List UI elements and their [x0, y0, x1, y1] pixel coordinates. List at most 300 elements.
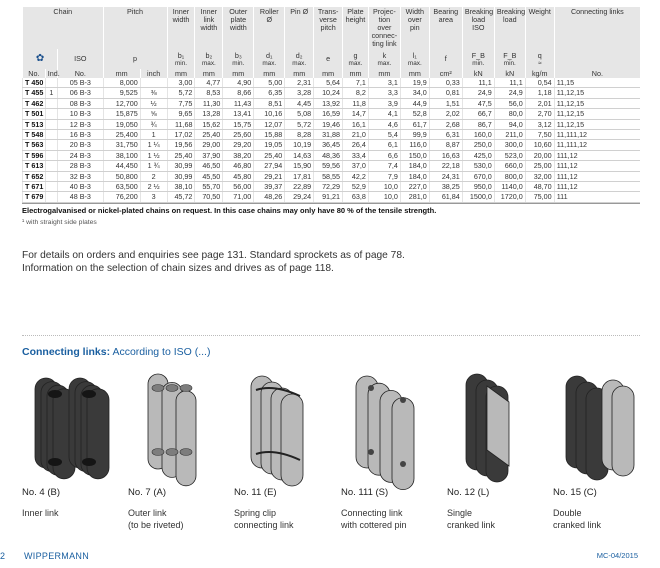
table-cell: 31,750	[103, 140, 140, 150]
table-cell	[45, 182, 57, 192]
table-cell: 4,1	[368, 109, 400, 119]
connecting-link-description	[341, 507, 407, 531]
table-cell: 2	[140, 171, 167, 181]
unit-cell: inch	[140, 69, 167, 78]
table-cell: 6,1	[368, 140, 400, 150]
table-cell: 660,0	[494, 161, 525, 171]
description-line-1: Double	[553, 508, 582, 518]
col-pitch: Pitch	[103, 7, 167, 49]
gear-icon: ✿	[35, 53, 45, 64]
table-cell: 38,100	[103, 150, 140, 160]
sym-b3: b₃ min.	[223, 49, 254, 69]
table-cell: 17,81	[285, 171, 314, 181]
table-cell: 24,9	[494, 88, 525, 98]
table-cell: 29,00	[195, 140, 223, 150]
table-cell: 06 B-3	[58, 88, 103, 98]
sym-fb1: F_B min.	[462, 49, 494, 69]
table-cell: 13,92	[314, 98, 343, 108]
connecting-link-double-image	[553, 366, 653, 481]
table-cell: 11,12,15	[554, 98, 640, 108]
table-cell: 37,0	[343, 161, 369, 171]
table-row	[23, 78, 641, 88]
table-cell: 160,0	[462, 130, 494, 140]
table-cell: 25,40	[195, 130, 223, 140]
table-cell: 63,8	[343, 192, 369, 202]
chain-link-illustration	[341, 366, 441, 481]
table-cell: 30,99	[167, 171, 195, 181]
table-cell: ⅜	[140, 88, 167, 98]
table-cell: 21,0	[343, 130, 369, 140]
table-cell: 25,00	[525, 161, 554, 171]
table-cell: 250,0	[462, 140, 494, 150]
unit-cell: mm	[343, 69, 369, 78]
table-cell: 0,81	[429, 88, 462, 98]
table-cell: 48,36	[314, 150, 343, 160]
table-cell: 16 B-3	[58, 130, 103, 140]
table-cell: 11,111,12	[554, 130, 640, 140]
info-line-1: For details on orders and enquiries see page 131. Standard sprockets as of page 78.	[22, 250, 405, 261]
col-outer-plate-width: Outer plate width	[223, 7, 254, 49]
connecting-link-single-image	[447, 366, 547, 481]
table-cell: 5,00	[254, 78, 285, 88]
document-code: MC-04/2015	[596, 551, 638, 560]
table-row	[23, 192, 641, 202]
chain-link-illustration	[128, 366, 228, 481]
table-cell: 38,25	[429, 182, 462, 192]
table-cell: 17,02	[167, 130, 195, 140]
table-cell: 63,500	[103, 182, 140, 192]
table-cell: 29,21	[254, 171, 285, 181]
chain-link-illustration	[234, 366, 334, 481]
sym-iso: ISO	[58, 49, 103, 69]
table-cell: 4,77	[195, 78, 223, 88]
table-cell: 11,12,15	[554, 119, 640, 129]
table-cell: 19,050	[103, 119, 140, 129]
table-cell: 14,63	[285, 150, 314, 160]
table-cell: 48,70	[525, 182, 554, 192]
table-cell: 25,40	[254, 150, 285, 160]
description-line-1: Connecting link	[341, 508, 403, 518]
table-cell: 1500,0	[462, 192, 494, 202]
table-cell: 3,00	[167, 78, 195, 88]
table-cell: 2,02	[429, 109, 462, 119]
table-cell: 19,46	[314, 119, 343, 129]
sym-q: q ≈	[525, 49, 554, 69]
table-cell: 8,28	[285, 130, 314, 140]
connecting-link-cotter-image	[341, 366, 441, 481]
connecting-link-number: No. 15 (C)	[553, 487, 597, 498]
table-row	[23, 182, 641, 192]
table-row	[23, 98, 641, 108]
description-line-1: Outer link	[128, 508, 167, 518]
description-line-1: Spring clip	[234, 508, 277, 518]
table-cell	[45, 171, 57, 181]
unit-cell: kN	[494, 69, 525, 78]
col-plate-height: Plate height	[343, 7, 369, 49]
table-cell: 11,1	[494, 78, 525, 88]
table-cell: 4,45	[285, 98, 314, 108]
section-divider	[22, 335, 640, 336]
table-cell: 24,9	[462, 88, 494, 98]
col-width-over-pin: Width over pin	[400, 7, 429, 49]
table-cell: 47,5	[462, 98, 494, 108]
col-transverse-pitch: Trans-verse pitch	[314, 7, 343, 49]
table-cell: 59,56	[314, 161, 343, 171]
table-cell: 150,0	[400, 150, 429, 160]
table-cell: 111,12	[554, 171, 640, 181]
table-cell: 50,800	[103, 171, 140, 181]
description-line-1: Single	[447, 508, 473, 518]
table-cell: 46,80	[223, 161, 254, 171]
table-cell: 3,1	[368, 78, 400, 88]
table-cell: 5,64	[314, 78, 343, 88]
connecting-link-spring-image	[234, 366, 334, 481]
connecting-link-number: No. 12 (L)	[447, 487, 490, 498]
table-cell: 9,525	[103, 88, 140, 98]
table-cell: 15,75	[223, 119, 254, 129]
table-cell: 58,55	[314, 171, 343, 181]
chain-number-cell: T 652	[23, 171, 46, 181]
table-cell: 950,0	[462, 182, 494, 192]
table-cell: 3,9	[368, 98, 400, 108]
table-cell: 05 B-3	[58, 78, 103, 88]
table-cell: 34,0	[400, 88, 429, 98]
unit-cell: mm	[195, 69, 223, 78]
table-cell: ¾	[140, 119, 167, 129]
table-cell: 36,45	[314, 140, 343, 150]
table-cell: 31,88	[314, 130, 343, 140]
table-cell: 11,8	[343, 98, 369, 108]
table-cell	[140, 78, 167, 88]
table-cell: 670,0	[462, 171, 494, 181]
connecting-links-title	[22, 346, 210, 358]
connecting-link-number: No. 7 (A)	[128, 487, 167, 498]
table-cell: 22,18	[429, 161, 462, 171]
col-projection: Projec-tion over connec-ting link	[368, 7, 400, 49]
table-cell: 94,0	[494, 119, 525, 129]
table-cell: 10,0	[368, 182, 400, 192]
table-cell: 19,56	[167, 140, 195, 150]
table-cell: 530,0	[462, 161, 494, 171]
table-cell: 27,94	[254, 161, 285, 171]
table-cell: 11,1	[462, 78, 494, 88]
unit-cell: kN	[462, 69, 494, 78]
table-cell: 184,0	[400, 171, 429, 181]
unit-cell: Ind.	[45, 69, 57, 78]
unit-cell: No.	[58, 69, 103, 78]
header-row-units	[23, 69, 641, 78]
table-cell: 2,70	[525, 109, 554, 119]
table-cell: 2,31	[285, 78, 314, 88]
table-cell: 7,4	[368, 161, 400, 171]
col-weight: Weight	[525, 7, 554, 49]
table-row	[23, 171, 641, 181]
chain-number-cell: T 596	[23, 150, 46, 160]
sym-d2: d₂ max.	[285, 49, 314, 69]
table-cell: 15,875	[103, 109, 140, 119]
table-cell: 4,90	[223, 78, 254, 88]
connecting-link-description	[128, 507, 184, 531]
unit-cell: No.	[554, 69, 640, 78]
chain-number-cell: T 613	[23, 161, 46, 171]
table-cell: 30,99	[167, 161, 195, 171]
gear-icon-cell	[23, 49, 58, 69]
connecting-link-description	[234, 507, 294, 531]
table-cell: 44,9	[400, 98, 429, 108]
table-cell: 3,12	[525, 119, 554, 129]
table-cell: 10,24	[314, 88, 343, 98]
connecting-link-outer-image	[128, 366, 228, 481]
table-cell: 20 B-3	[58, 140, 103, 150]
table-cell: 13,41	[223, 109, 254, 119]
table-cell: 281,0	[400, 192, 429, 202]
col-chain: Chain	[23, 7, 104, 49]
table-cell: 12 B-3	[58, 119, 103, 129]
connecting-links-heading: Connecting links:	[22, 346, 111, 358]
description-line-2: (to be riveted)	[128, 520, 184, 530]
table-cell: 8,87	[429, 140, 462, 150]
unit-cell: mm	[285, 69, 314, 78]
table-cell: 80,0	[494, 109, 525, 119]
table-cell: 4,6	[368, 119, 400, 129]
table-cell: 425,0	[462, 150, 494, 160]
table-cell: 16,59	[314, 109, 343, 119]
table-cell: 111,12	[554, 150, 640, 160]
table-cell: 25,400	[103, 130, 140, 140]
table-cell: 523,0	[494, 150, 525, 160]
table-cell: 5,08	[285, 109, 314, 119]
table-cell: 08 B-3	[58, 98, 103, 108]
connecting-link-description	[553, 507, 601, 531]
table-cell: 1	[140, 130, 167, 140]
table-cell: 1720,0	[494, 192, 525, 202]
table-cell: 52,9	[343, 182, 369, 192]
table-cell: 22,89	[285, 182, 314, 192]
col-breaking-load-iso: Breaking load ISO	[462, 7, 494, 49]
table-cell: 55,70	[195, 182, 223, 192]
table-cell: 1 ¾	[140, 161, 167, 171]
table-cell: 40 B-3	[58, 182, 103, 192]
chain-link-illustration	[447, 366, 547, 481]
description-line-2: cranked link	[447, 520, 496, 530]
table-cell: 2,68	[429, 119, 462, 129]
table-cell: 111	[554, 192, 640, 202]
table-cell: 33,4	[343, 150, 369, 160]
header-row-symbols	[23, 49, 641, 69]
table-cell: 11,68	[167, 119, 195, 129]
table-cell: 0,33	[429, 78, 462, 88]
col-breaking-load: Breaking load	[494, 7, 525, 49]
sym-p: p	[103, 49, 167, 69]
table-row	[23, 88, 641, 98]
table-cell: 19,05	[254, 140, 285, 150]
table-cell	[45, 192, 57, 202]
unit-cell: mm	[400, 69, 429, 78]
table-cell: 7,75	[167, 98, 195, 108]
sym-f: f	[429, 49, 462, 69]
unit-cell: mm	[167, 69, 195, 78]
table-cell: 56,0	[494, 98, 525, 108]
table-cell: 38,10	[167, 182, 195, 192]
description-line-2: cranked link	[553, 520, 602, 530]
table-note: Electrogalvanised or nickel-plated chains on request. In this case chains may only have 80 % of the tensile strength.	[22, 203, 640, 215]
table-cell: 32,00	[525, 171, 554, 181]
table-row	[23, 130, 641, 140]
unit-cell: mm	[223, 69, 254, 78]
table-cell: 19,9	[400, 78, 429, 88]
table-cell: 71,00	[223, 192, 254, 202]
table-cell: 10 B-3	[58, 109, 103, 119]
table-cell: 45,80	[223, 171, 254, 181]
table-cell: 7,1	[343, 78, 369, 88]
chain-number-cell: T 671	[23, 182, 46, 192]
table-cell: 16,1	[343, 119, 369, 129]
connecting-link-description	[22, 507, 59, 519]
table-cell: 227,0	[400, 182, 429, 192]
table-cell: 1140,0	[494, 182, 525, 192]
col-inner-link-width: Inner link width	[195, 7, 223, 49]
chain-number-cell: T 563	[23, 140, 46, 150]
sym-fb2: F_B min.	[494, 49, 525, 69]
chain-number-cell: T 679	[23, 192, 46, 202]
table-cell: 52,8	[400, 109, 429, 119]
table-cell: 12,700	[103, 98, 140, 108]
table-cell: 2,01	[525, 98, 554, 108]
table-cell: 8,66	[223, 88, 254, 98]
table-cell: 300,0	[494, 140, 525, 150]
connecting-link-number: No. 4 (B)	[22, 487, 61, 498]
table-cell: 1 ¼	[140, 140, 167, 150]
table-cell	[45, 119, 57, 129]
sym-g: g max.	[343, 49, 369, 69]
table-cell: 8,2	[343, 88, 369, 98]
brand-name: WIPPERMANN	[24, 551, 90, 561]
table-cell: 10,60	[525, 140, 554, 150]
connecting-links-subtitle: According to ISO (...)	[112, 346, 211, 358]
sym-e: e	[314, 49, 343, 69]
header-row-titles	[23, 7, 641, 49]
table-cell: 1,18	[525, 88, 554, 98]
table-cell: 11,111,12	[554, 140, 640, 150]
info-text	[22, 249, 405, 275]
sym-empty	[554, 49, 640, 69]
sym-d1: d₁ max.	[254, 49, 285, 69]
table-cell: 5,4	[368, 130, 400, 140]
info-line-2: Information on the selection of chain sizes and drives as of page 118.	[22, 263, 334, 274]
chain-number-cell: T 548	[23, 130, 46, 140]
table-cell: 7,50	[525, 130, 554, 140]
table-cell: 24,31	[429, 171, 462, 181]
table-cell: 111,12	[554, 182, 640, 192]
table-cell: 6,35	[254, 88, 285, 98]
table-cell	[45, 140, 57, 150]
unit-cell: mm	[314, 69, 343, 78]
table-cell: 44,450	[103, 161, 140, 171]
table-cell: 116,0	[400, 140, 429, 150]
table-row	[23, 161, 641, 171]
col-inner-width: Inner width	[167, 7, 195, 49]
table-cell: 45,50	[195, 171, 223, 181]
table-cell: 61,7	[400, 119, 429, 129]
table-cell	[45, 109, 57, 119]
table-cell: 42,2	[343, 171, 369, 181]
chain-number-cell: T 513	[23, 119, 46, 129]
table-cell: 25,40	[167, 150, 195, 160]
table-cell	[45, 161, 57, 171]
table-cell: 15,88	[254, 130, 285, 140]
table-cell: 1,51	[429, 98, 462, 108]
table-cell: 29,20	[223, 140, 254, 150]
table-cell: 24 B-3	[58, 150, 103, 160]
table-cell: 211,0	[494, 130, 525, 140]
table-row	[23, 109, 641, 119]
table-cell: 8,51	[254, 98, 285, 108]
table-cell: 10,0	[368, 192, 400, 202]
table-cell: 76,200	[103, 192, 140, 202]
table-cell: 45,72	[167, 192, 195, 202]
connecting-link-number: No. 111 (S)	[341, 487, 389, 498]
table-cell: 38,20	[223, 150, 254, 160]
table-cell: 15,90	[285, 161, 314, 171]
chain-number-cell: T 455	[23, 88, 46, 98]
table-cell: ⅝	[140, 109, 167, 119]
table-cell: 39,37	[254, 182, 285, 192]
table-cell: 29,24	[285, 192, 314, 202]
col-connecting-links: Connecting links	[554, 7, 640, 49]
table-cell: 1 ½	[140, 150, 167, 160]
table-cell: 6,31	[429, 130, 462, 140]
sym-b2: b₂ max.	[195, 49, 223, 69]
description-line-2: connecting link	[234, 520, 294, 530]
table-cell: 37,90	[195, 150, 223, 160]
table-cell: 66,7	[462, 109, 494, 119]
table-cell: 5,72	[167, 88, 195, 98]
table-cell	[45, 98, 57, 108]
table-cell: 800,0	[494, 171, 525, 181]
table-cell: 16,63	[429, 150, 462, 160]
table-cell: 10,19	[285, 140, 314, 150]
table-cell: 46,50	[195, 161, 223, 171]
chain-link-illustration	[22, 366, 122, 481]
table-cell: 25,60	[223, 130, 254, 140]
col-bearing-area: Bearing area	[429, 7, 462, 49]
sym-b1: b₁ min.	[167, 49, 195, 69]
connecting-link-number: No. 11 (E)	[234, 487, 277, 498]
chain-number-cell: T 450	[23, 78, 46, 88]
table-cell: 86,7	[462, 119, 494, 129]
table-cell: 7,9	[368, 171, 400, 181]
table-cell: 12,07	[254, 119, 285, 129]
unit-cell: cm²	[429, 69, 462, 78]
table-cell: 9,65	[167, 109, 195, 119]
table-cell: 48,26	[254, 192, 285, 202]
table-row	[23, 150, 641, 160]
unit-cell: mm	[254, 69, 285, 78]
table-cell: 0,54	[525, 78, 554, 88]
table-cell: 3,28	[285, 88, 314, 98]
table-cell: 11,30	[195, 98, 223, 108]
table-cell: 6,6	[368, 150, 400, 160]
table-cell: 8,53	[195, 88, 223, 98]
table-row	[23, 140, 641, 150]
table-cell: 48 B-3	[58, 192, 103, 202]
connecting-link-inner-image	[22, 366, 122, 481]
table-cell: 2 ½	[140, 182, 167, 192]
unit-cell: kg/m	[525, 69, 554, 78]
table-cell: 11,43	[223, 98, 254, 108]
table-cell: ½	[140, 98, 167, 108]
table-cell: 13,28	[195, 109, 223, 119]
